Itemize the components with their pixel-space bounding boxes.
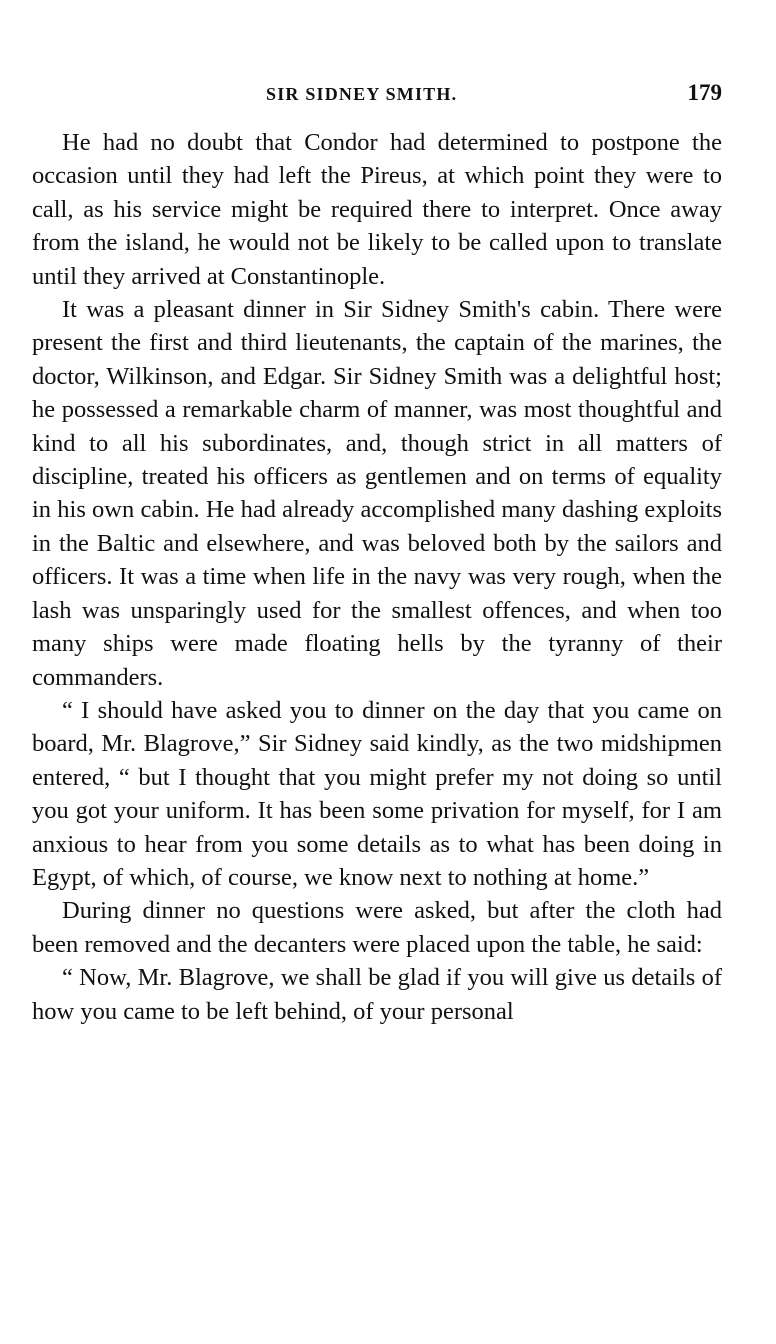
running-title: SIR SIDNEY SMITH. — [266, 84, 458, 104]
paragraph: He had no doubt that Condor had determined to postpone the occasion until they had left the Pireus, at which point they were to call, as his service might be required there to interpret. Once away from the island, he would not be likely to be called upon to translate until they arrived at Constantinople. — [32, 129, 722, 290]
paragraph: “ I should have asked you to dinner on the day that you came on board, Mr. Blagrove,” Sir Sidney said kindly, as the two midshipmen entered, “ but I thought that you might prefer my not doing so until you got your uniform. It has been some privation for myself, for I am anxious to hear from you some details as to what has been doing in Egypt, of which, of course, we know next to nothing at home.” — [32, 696, 722, 891]
paragraph: It was a pleasant dinner in Sir Sidney Smith's cabin. There were present the first and third lieutenants, the captain of the marines, the doctor, Wilkinson, and Edgar. Sir Sidney Smith was a delightful host; he possessed a remarkable charm of manner, was most thoughtful and kind to all his subordinates, and, though strict in all matters of discipline, treated his officers as gentlemen and on terms of equality in his own cabin. He had already accomplished many dashing exploits in the Baltic and elsewhere, and was beloved both by the sailors and officers. It was a time when life in the navy was very rough, when the lash was unsparingly used for the smallest offences, and when too many ships were made floating hells by the tyranny of their commanders. — [32, 296, 722, 691]
page-header — [32, 78, 722, 112]
paragraph: “ Now, Mr. Blagrove, we shall be glad if you will give us details of how you came to be left behind, of your personal — [32, 964, 722, 1025]
page-number: 179 — [687, 80, 722, 105]
book-page — [32, 78, 722, 1028]
body-text — [32, 126, 722, 1028]
paragraph: During dinner no questions were asked, but after the cloth had been removed and the decanters were placed upon the table, he said: — [32, 897, 722, 958]
